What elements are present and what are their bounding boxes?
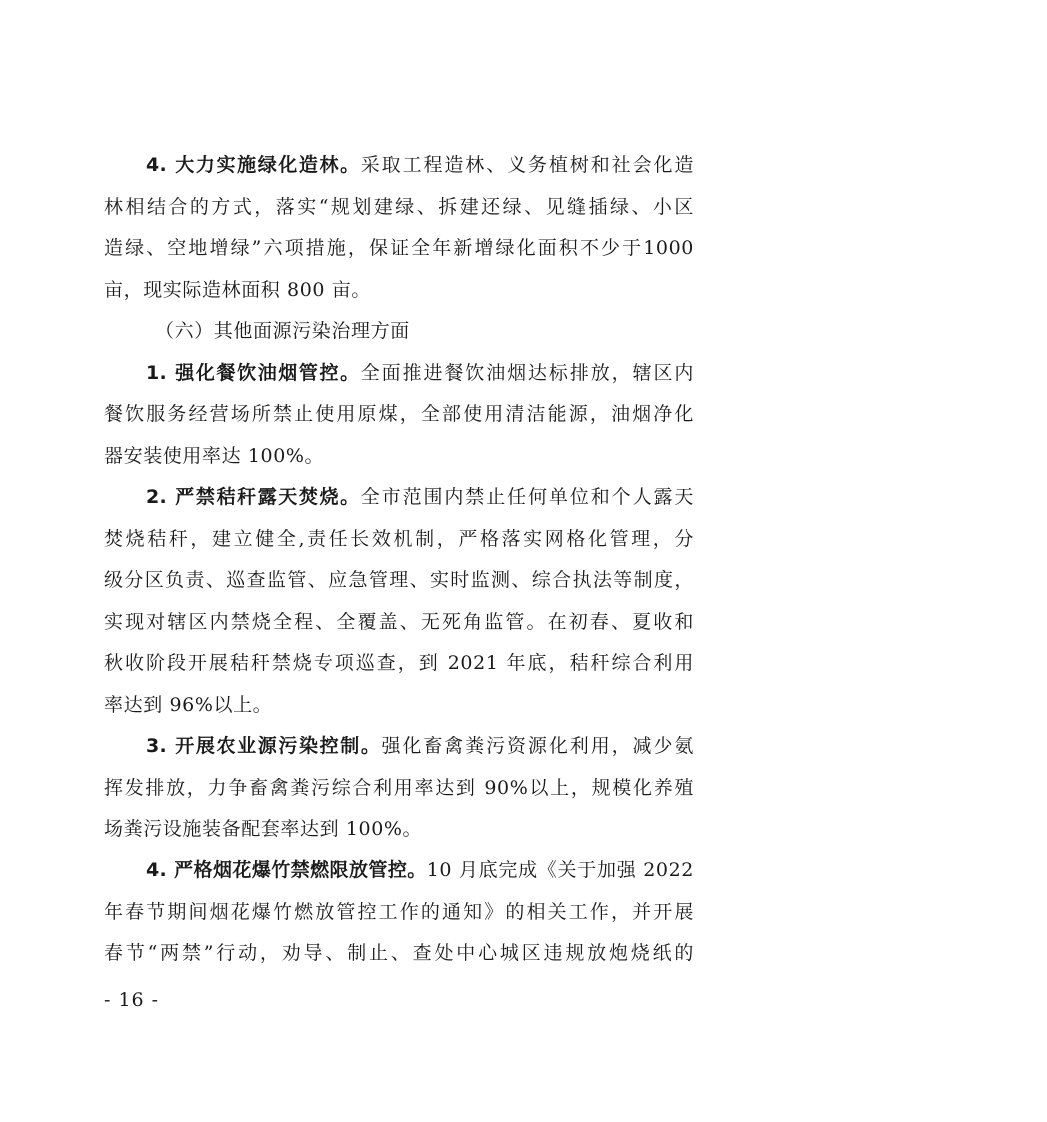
paragraph-line: 器安装使用率达 100%。 xyxy=(104,445,325,467)
paragraph-heading: 1. 强化餐饮油烟管控。 xyxy=(146,362,361,384)
paragraph-text: 10 月底完成《关于加强 2022 xyxy=(426,859,694,881)
paragraph-text: 全市范围内禁止任何单位和个人露天 xyxy=(360,486,694,508)
paragraph-line: 造绿、空地增绿”六项措施，保证全年新增绿化面积不少于1000 xyxy=(104,237,694,259)
paragraph-heading: 2. 严禁秸秆露天焚烧。 xyxy=(146,486,361,508)
section-heading: （六）其他面源污染治理方面 xyxy=(155,320,410,342)
paragraph-heading: 4. 严格烟花爆竹禁燃限放管控。 xyxy=(146,859,427,881)
paragraph-line: 实现对辖区内禁烧全程、全覆盖、无死角监管。在初春、夏收和 xyxy=(104,611,694,633)
paragraph-line xyxy=(146,734,694,758)
paragraph-text: 全面推进餐饮油烟达标排放，辖区内 xyxy=(360,362,694,384)
paragraph-line: 场粪污设施装备配套率达到 100%。 xyxy=(104,818,423,840)
paragraph-heading: 4. 大力实施绿化造林。 xyxy=(146,154,361,176)
paragraph-line: 级分区负责、巡查监管、应急管理、实时监测、综合执法等制度， xyxy=(104,569,694,591)
paragraph-line: 挥发排放，力争畜禽粪污综合利用率达到 90%以上，规模化养殖 xyxy=(104,777,694,799)
paragraph-line: 春节“两禁”行动，劝导、制止、查处中心城区违规放炮烧纸的 xyxy=(104,942,694,964)
paragraph-text: 强化畜禽粪污资源化利用，减少氨 xyxy=(381,735,694,757)
paragraph-line: 秋收阶段开展秸秆禁烧专项巡查，到 2021 年底，秸秆综合利用 xyxy=(104,652,694,674)
paragraph-line: 餐饮服务经营场所禁止使用原煤，全部使用清洁能源，油烟净化 xyxy=(104,403,694,425)
paragraph-line: 亩，现实际造林面积 800 亩。 xyxy=(104,279,371,301)
paragraph-heading: 3. 开展农业源污染控制。 xyxy=(146,735,382,757)
paragraph-line: 率达到 96%以上。 xyxy=(104,694,273,716)
paragraph-line xyxy=(146,153,694,177)
paragraph-line xyxy=(146,361,694,385)
page-number: - 16 - xyxy=(104,989,160,1011)
paragraph-line: 焚烧秸秆，建立健全,责任长效机制，严格落实网格化管理，分 xyxy=(104,528,694,550)
paragraph-text: 采取工程造林、义务植树和社会化造 xyxy=(360,154,694,176)
paragraph-line: 林相结合的方式，落实“规划建绿、拆建还绿、见缝插绿、小区 xyxy=(104,196,694,218)
paragraph-line xyxy=(146,858,694,882)
paragraph-line: 年春节期间烟花爆竹燃放管控工作的通知》的相关工作，并开展 xyxy=(104,901,694,923)
paragraph-line xyxy=(146,485,694,509)
